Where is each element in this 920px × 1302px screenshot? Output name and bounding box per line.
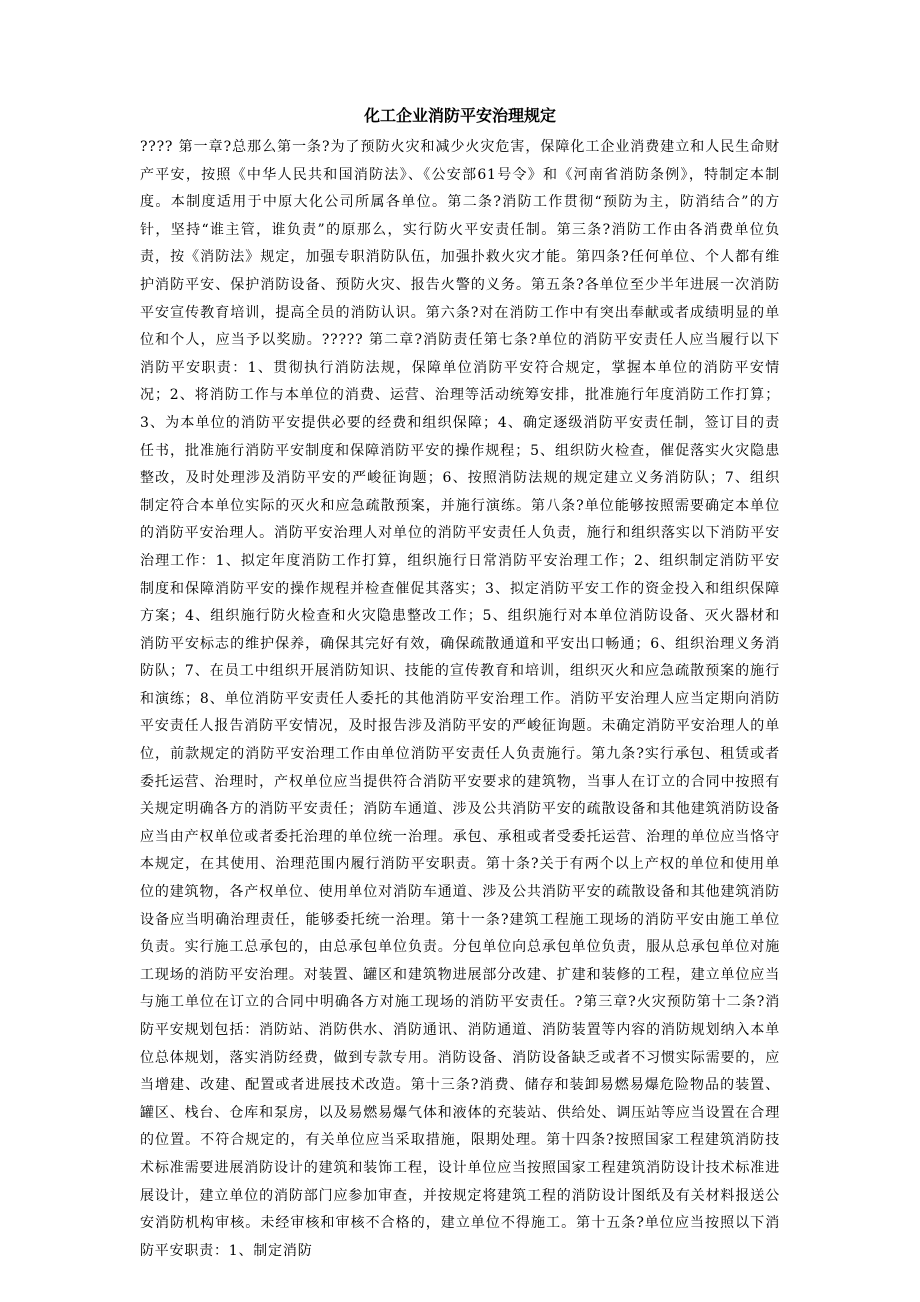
document-title: 化工企业消防平安治理规定 <box>363 106 556 125</box>
document-body-text: ???? 第一章?总那么第一条?为了预防火灾和减少火灾危害，保障化工企业消费建立和人民生命财产平安，按照《中华人民共和国消防法》、《公安部61号令》和《河南省消防条例》，特制定本制度。本制度适用于中原大化公司所属各单位。第二条?消防工作贯彻“预防为主，防消结合”的方针，坚持“谁主管，谁负责”的原那么，实行防火平安责任制。第三条?消防工作由各消费单位负责，按《消防法》规定，加强专职消防队伍，加强扑救火灾才能。第四条?任何单位、个人都有维护消防平安、保护消防设备、预防火灾、报告火警的义务。第五条?各单位至少半年进展一次消防平安宣传教育培训，提高全员的消防认识。第六条?对在消防工作中有突出奉献或者成绩明显的单位和个人，应当予以奖励。????? 第二章?消防责任第七条?单位的消防平安责任人应当履行以下消防平安职责：1、贯彻执行消防法规，保障单位消防平安符合规定，掌握本单位的消防平安情况；2、将消防工作与本单位的消费、运营、治理等活动统筹安排，批准施行年度消防工作打算；3、为本单位的消防平安提供必要的经费和组织保障；4、确定逐级消防平安责任制，签订目的责任书，批准施行消防平安制度和保障消防平安的操作规程；5、组织防火检查，催促落实火灾隐患整改，及时处理涉及消防平安的严峻征询题；6、按照消防法规的规定建立义务消防队；7、组织制定符合本单位实际的灭火和应急疏散预案，并施行演练。第八条?单位能够按照需要确定本单位的消防平安治理人。消防平安治理人对单位的消防平安责任人负责，施行和组织落实以下消防平安治理工作：1、拟定年度消防工作打算，组织施行日常消防平安治理工作；2、组织制定消防平安制度和保障消防平安的操作规程并检查催促其落实；3、拟定消防平安工作的资金投入和组织保障方案；4、组织施行防火检查和火灾隐患整改工作；5、组织施行对本单位消防设备、灭火器材和消防平安标志的维护保养，确保其完好有效，确保疏散通道和平安出口畅通；6、组织治理义务消防队；7、在员工中组织开展消防知识、技能的宣传教育和培训，组织灭火和应急疏散预案的施行和演练；8、单位消防平安责任人委托的其他消防平安治理工作。消防平安治理人应当定期向消防平安责任人报告消防平安情况，及时报告涉及消防平安的严峻征询题。未确定消防平安治理人的单位，前款规定的消防平安治理工作由单位消防平安责任人负责施行。第九条?实行承包、租赁或者委托运营、治理时，产权单位应当提供符合消防平安要求的建筑物，当事人在订立的合同中按照有关规定明确各方的消防平安责任；消防车通道、涉及公共消防平安的疏散设备和其他建筑消防设备应当由产权单位或者委托治理的单位统一治理。承包、承租或者受委托运营、治理的单位应当恪守本规定，在其使用、治理范围内履行消防平安职责。第十条?关于有两个以上产权的单位和使用单位的建筑物，各产权单位、使用单位对消防车通道、涉及公共消防平安的疏散设备和其他建筑消防设备应当明确治理责任，能够委托统一治理。第十一条?建筑工程施工现场的消防平安由施工单位负责。实行施工总承包的，由总承包单位负责。分包单位向总承包单位负责，服从总承包单位对施工现场的消防平安治理。对装置、罐区和建筑物进展部分改建、扩建和装修的工程，建立单位应当与施工单位在订立的合同中明确各方对施工现场的消防平安责任。?第三章?火灾预防第十二条?消防平安规划包括：消防站、消防供水、消防通讯、消防通道、消防装置等内容的消防规划纳入本单位总体规划，落实消防经费，做到专款专用。消防设备、消防设备缺乏或者不习惯实际需要的，应当增建、改建、配置或者进展技术改造。第十三条?消费、储存和装卸易燃易爆危险物品的装置、罐区、栈台、仓库和泵房，以及易燃易爆气体和液体的充装站、供给处、调压站等应当设置在合理的位置。不符合规定的，有关单位应当采取措施，限期处理。第十四条?按照国家工程建筑消防技术标准需要进展消防设计的建筑和装饰工程，设计单位应当按照国家工程建筑消防设计技术标准进展设计，建立单位的消防部门应参加审查，并按规定将建筑工程的消防设计图纸及有关材料报送公安消防机构审核。未经审核和审核不合格的，建立单位不得施工。第十五条?单位应当按照以下消防平安职责：1、制定消防 <box>140 139 780 1259</box>
